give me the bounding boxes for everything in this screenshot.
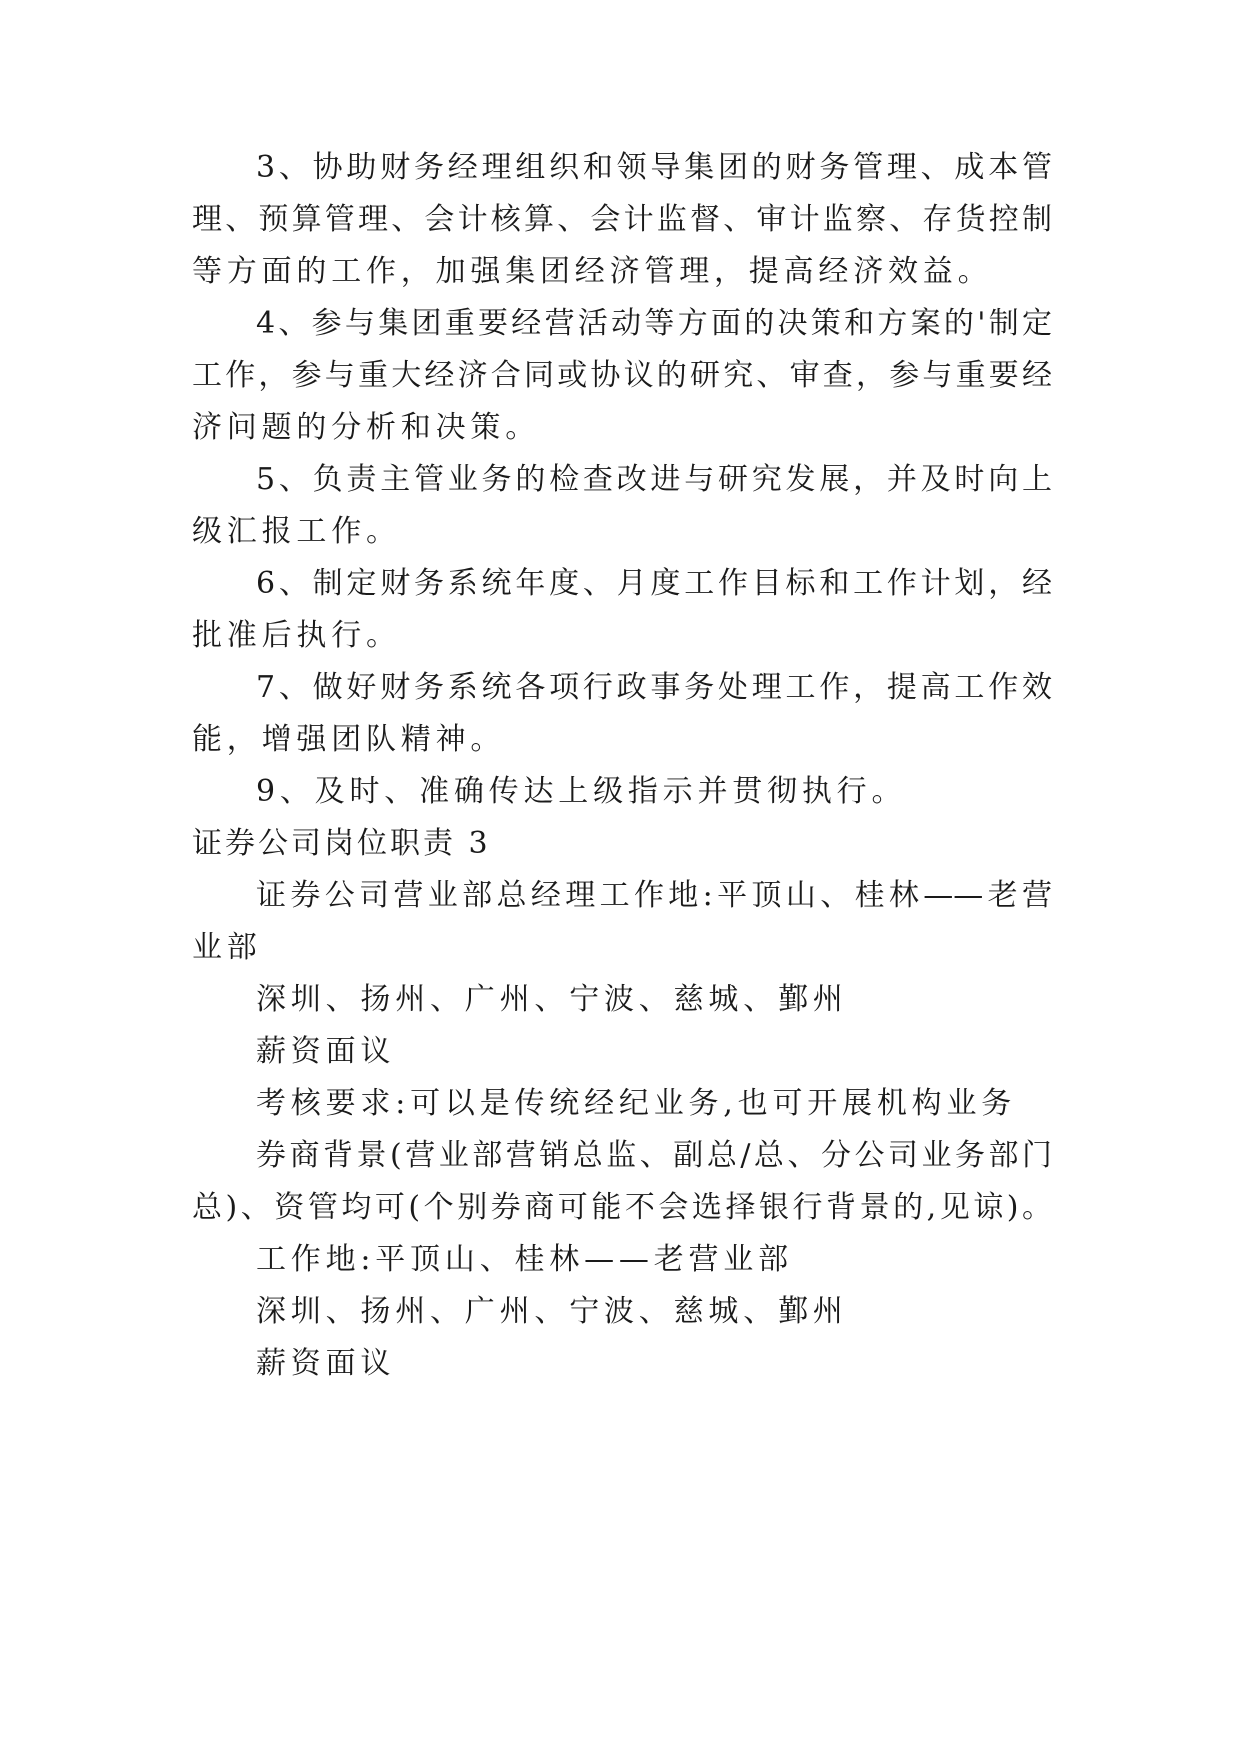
- paragraph-line: 6、制定财务系统年度、月度工作目标和工作计划，经: [256, 566, 1052, 601]
- paragraph-line: 3、协助财务经理组织和领导集团的财务管理、成本管: [256, 150, 1052, 185]
- paragraph-line: 济问题的分析和决策。: [192, 410, 540, 445]
- paragraph-line: 深圳、扬州、广州、宁波、慈城、鄞州: [256, 1294, 848, 1329]
- paragraph-line: 级汇报工作。: [192, 514, 401, 549]
- paragraph-line: 深圳、扬州、广州、宁波、慈城、鄞州: [256, 982, 848, 1017]
- paragraph-line: 薪资面议: [256, 1346, 396, 1381]
- paragraph-line: 能，增强团队精神。: [192, 722, 506, 757]
- paragraph-line: 理、预算管理、会计核算、会计监督、审计监察、存货控制: [192, 202, 1052, 237]
- paragraph-line: 5、负责主管业务的检查改进与研究发展，并及时向上: [256, 462, 1052, 497]
- paragraph-line: 薪资面议: [256, 1034, 396, 1069]
- paragraph-line: 批准后执行。: [192, 618, 401, 653]
- paragraph-line: 业部: [192, 930, 262, 965]
- section-heading: 证券公司岗位职责 3: [192, 826, 491, 861]
- paragraph-line: 4、参与集团重要经营活动等方面的决策和方案的'制定: [256, 306, 1052, 341]
- paragraph-line: 等方面的工作，加强集团经济管理，提高经济效益。: [192, 254, 993, 289]
- paragraph-line: 工作地:平顶山、桂林——老营业部: [256, 1242, 793, 1277]
- paragraph-line: 总)、资管均可(个别券商可能不会选择银行背景的,见谅)。: [192, 1190, 1052, 1225]
- paragraph-line: 7、做好财务系统各项行政事务处理工作，提高工作效: [256, 670, 1052, 705]
- paragraph-line: 考核要求:可以是传统经纪业务,也可开展机构业务: [256, 1086, 1017, 1121]
- paragraph-line: 券商背景(营业部营销总监、副总/总、分公司业务部门: [256, 1138, 1052, 1173]
- paragraph-line: 工作，参与重大经济合同或协议的研究、审查，参与重要经: [192, 358, 1052, 393]
- paragraph-line: 证券公司营业部总经理工作地:平顶山、桂林——老营: [256, 878, 1052, 913]
- paragraph-line: 9、及时、准确传达上级指示并贯彻执行。: [256, 774, 907, 809]
